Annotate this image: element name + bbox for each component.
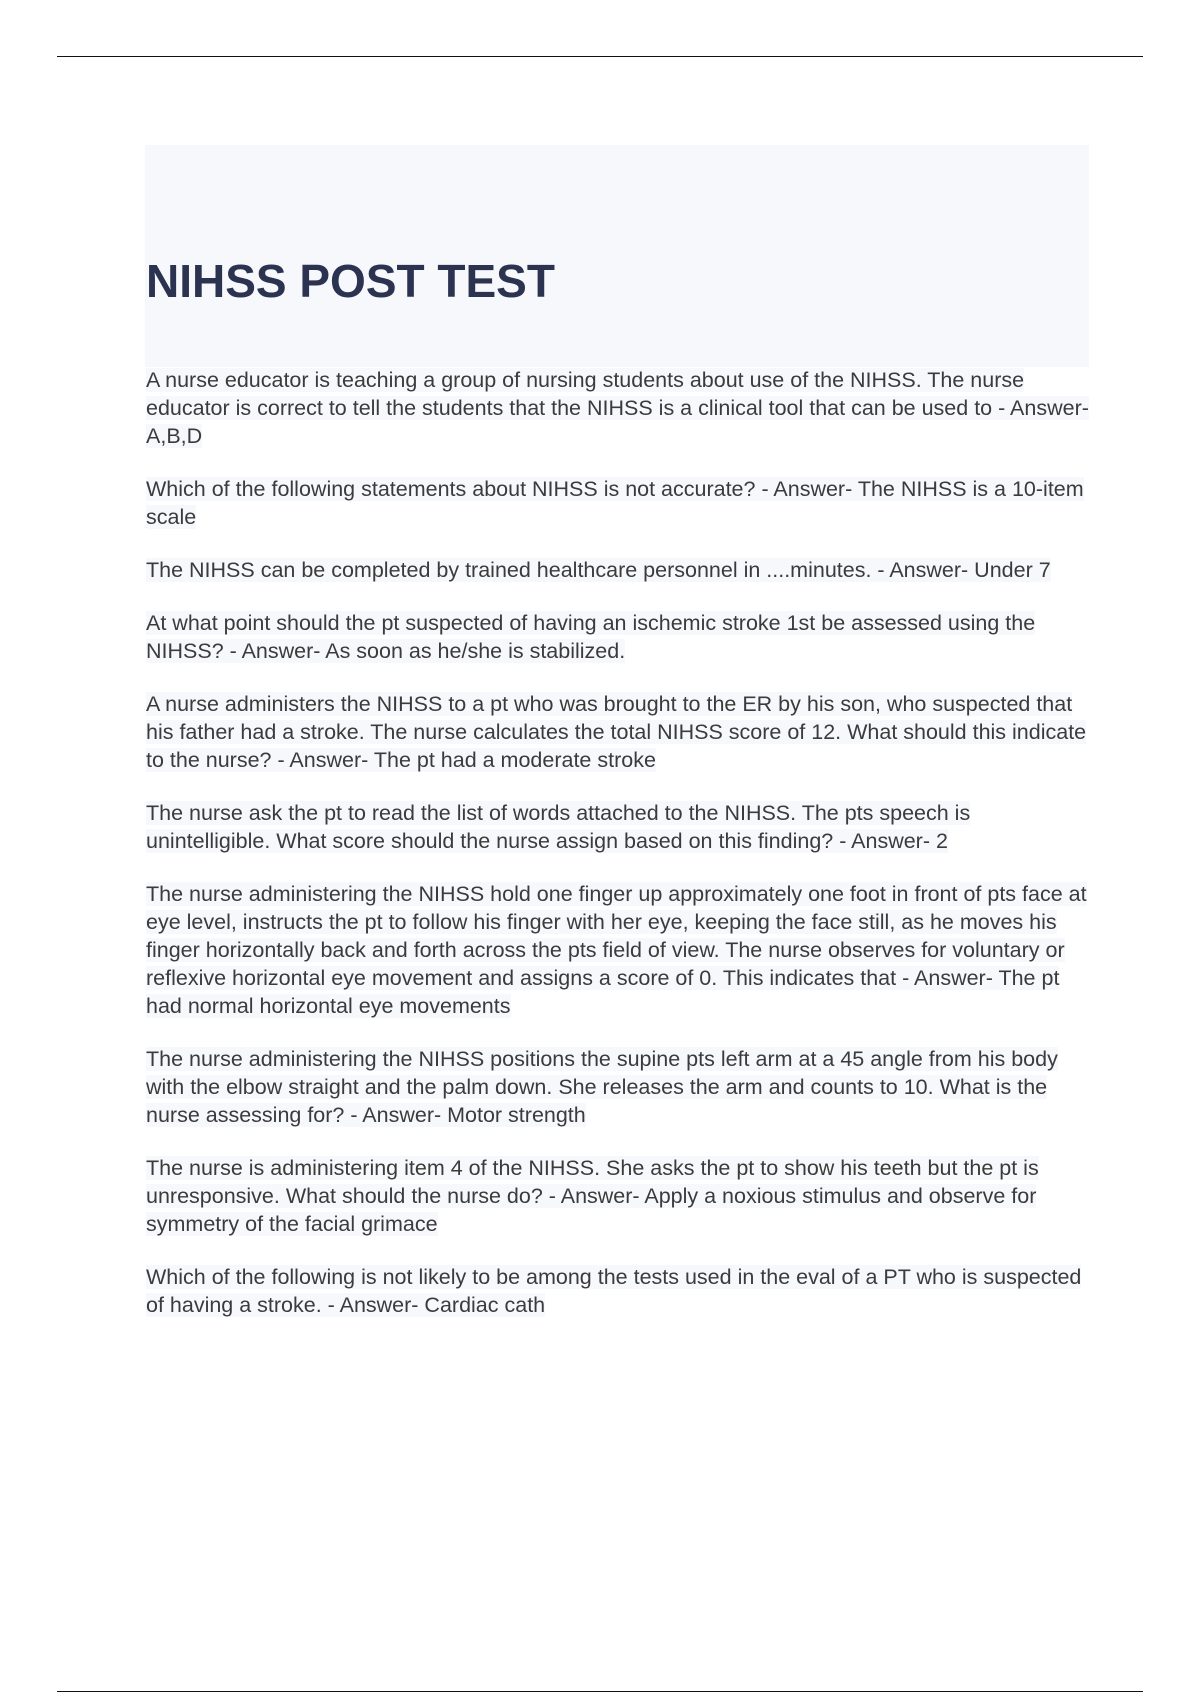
qa-text: A nurse administers the NIHSS to a pt who was brought to the ER by his son, who suspected that his father had a stroke. The nurse calculates the total NIHSS score of 12. What should this indicate to the nurse? - Answer- The pt had a moderate stroke <box>146 692 1087 772</box>
qa-text: The nurse administering the NIHSS hold one finger up approximately one foot in front of pts face at eye level, instructs the pt to follow his finger with her eye, keeping the face still, as he moves his finger horizontally back and forth across the pts field of view. The nurse observes for voluntary or reflexive horizontal eye movement and assigns a score of 0. This indicates that - Answer- The pt had normal horizontal eye movements <box>146 882 1087 1018</box>
qa-text: The nurse administering the NIHSS positions the supine pts left arm at a 45 angle from his body with the elbow straight and the palm down. She releases the arm and counts to 10. What is the nurse assessing for? - Answer- Motor strength <box>146 1047 1058 1127</box>
qa-text: Which of the following statements about NIHSS is not accurate? - Answer- The NIHSS is a 10-item scale <box>146 477 1084 529</box>
qa-item <box>146 880 1090 1020</box>
qa-text: The nurse is administering item 4 of the NIHSS. She asks the pt to show his teeth but the pt is unresponsive. What should the nurse do? - Answer- Apply a noxious stimulus and observe for symmetry of the facial grimace <box>146 1156 1039 1236</box>
qa-list <box>146 366 1090 1344</box>
qa-item <box>146 1045 1090 1129</box>
page-title: NIHSS POST TEST <box>146 255 555 307</box>
qa-item <box>146 1154 1090 1238</box>
qa-text: The NIHSS can be completed by trained healthcare personnel in ....minutes. - Answer- Under 7 <box>146 558 1051 582</box>
qa-item <box>146 690 1090 774</box>
qa-text: At what point should the pt suspected of having an ischemic stroke 1st be assessed using the NIHSS? - Answer- As soon as he/she is stabilized. <box>146 611 1036 663</box>
qa-text: The nurse ask the pt to read the list of words attached to the NIHSS. The pts speech is unintelligible. What score should the nurse assign based on this finding? - Answer- 2 <box>146 801 971 853</box>
qa-item <box>146 366 1090 450</box>
qa-item <box>146 475 1090 531</box>
qa-text: Which of the following is not likely to be among the tests used in the eval of a PT who is suspected of having a stroke. - Answer- Cardiac cath <box>146 1265 1082 1317</box>
qa-item <box>146 1263 1090 1319</box>
qa-item <box>146 609 1090 665</box>
qa-item <box>146 799 1090 855</box>
header-rule <box>57 56 1143 57</box>
qa-item <box>146 556 1090 584</box>
footer-rule <box>57 1691 1143 1692</box>
qa-text: A nurse educator is teaching a group of nursing students about use of the NIHSS. The nurse educator is correct to tell the students that the NIHSS is a clinical tool that can be used to - Answer- A,B,D <box>146 368 1089 448</box>
